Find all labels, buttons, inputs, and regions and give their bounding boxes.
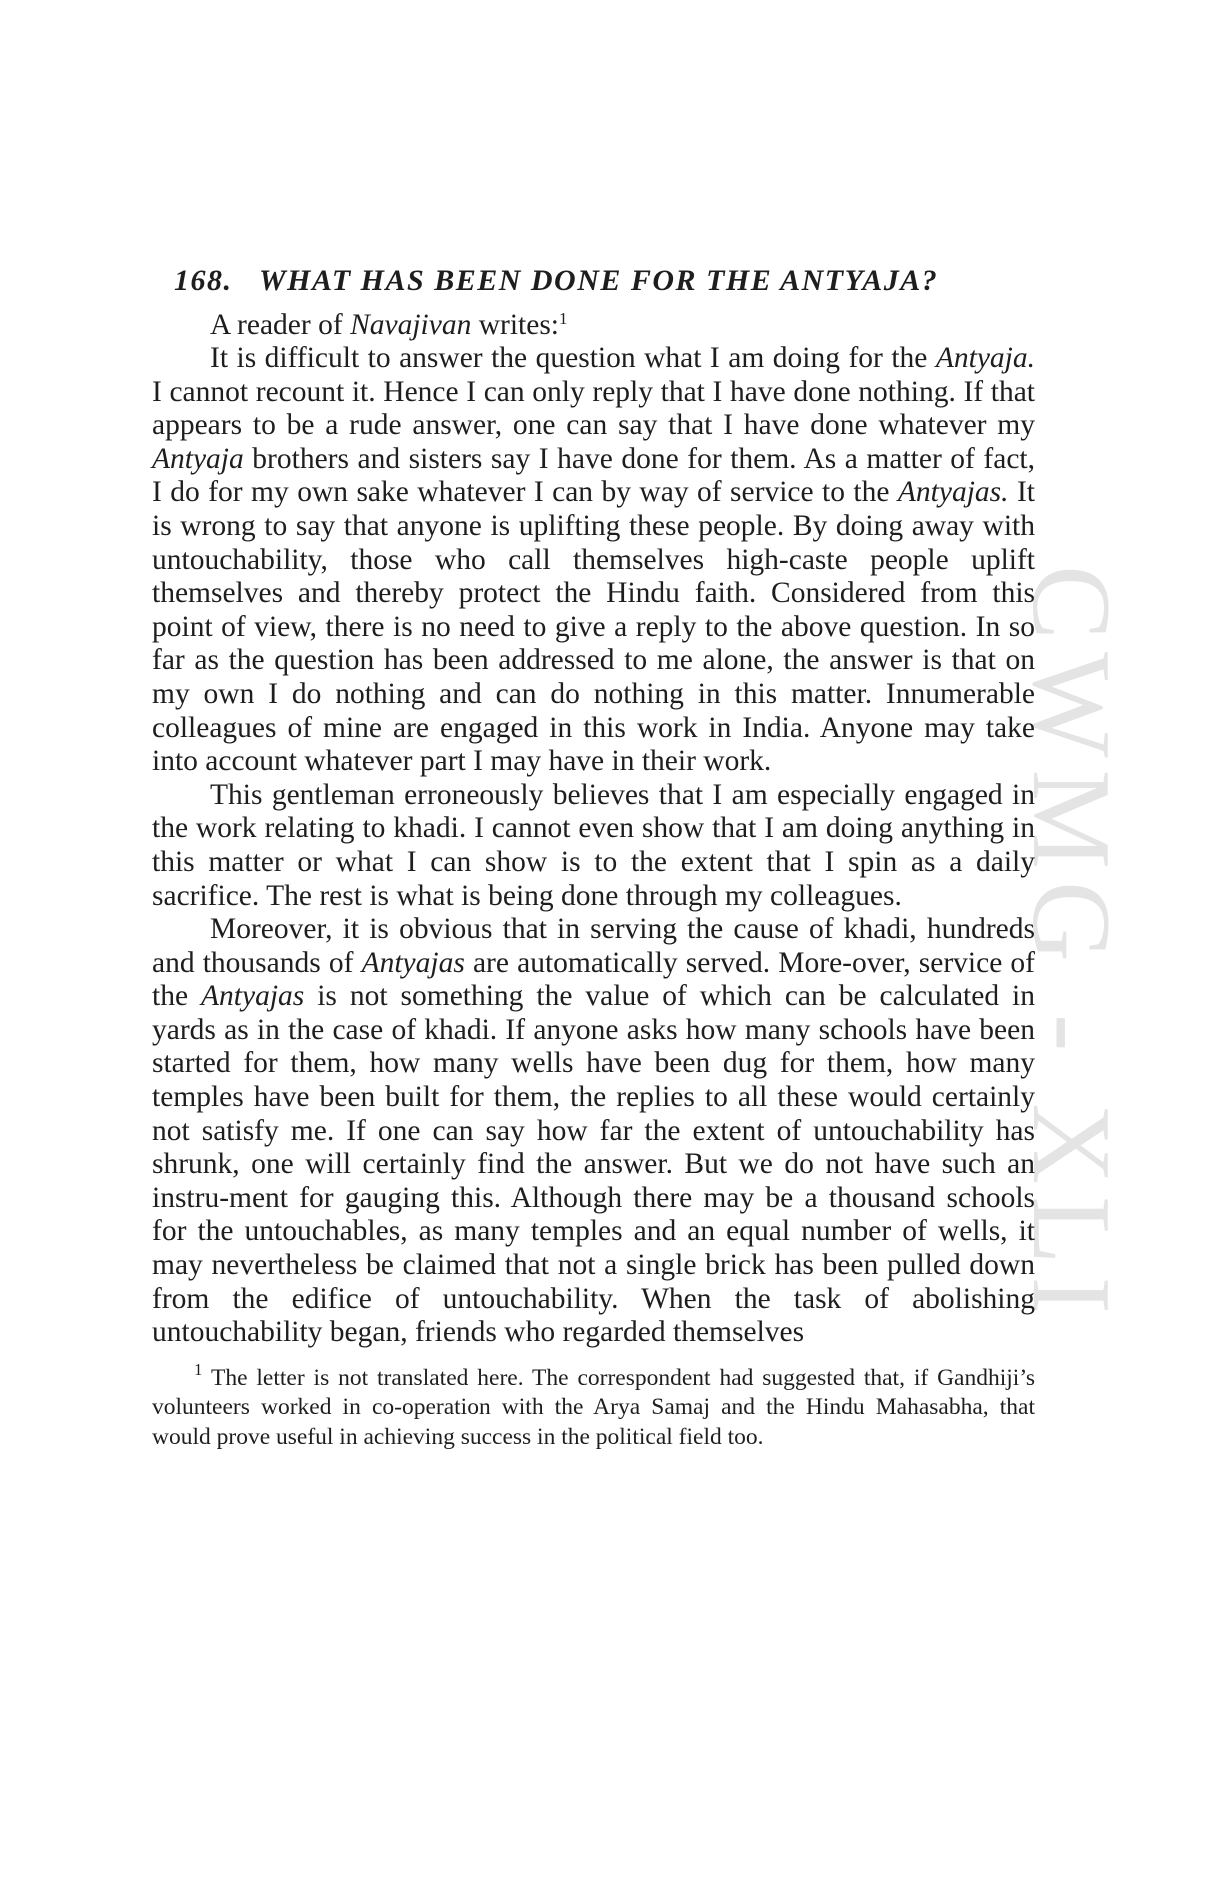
document-page <box>152 262 1035 1476</box>
italic-term: Antyaja <box>152 442 244 475</box>
text-run: This gentleman erroneously believes that I am especially engaged in the work relating to khadi. I cannot even show that I am doing anything in this matter or what I can show is to the extent that I spin as a daily sacrifice. The rest is what is being done through my colleagues. <box>152 778 1035 912</box>
publication-name: Navajivan <box>350 309 472 341</box>
text-run: I cannot recount it. Hence I can only reply that I have done nothing. If that appears to be a rude answer, one can say that I have done whatever my <box>152 375 1035 442</box>
intro-line <box>210 308 1035 342</box>
intro-post: writes: <box>471 309 559 341</box>
intro-pre: A reader of <box>210 309 351 341</box>
article-title-text: WHAT HAS BEEN DONE FOR THE ANTYAJA? <box>258 264 939 297</box>
article-title <box>174 262 1035 300</box>
italic-term: Antyaja. <box>935 342 1035 374</box>
paragraph <box>152 913 1035 1350</box>
article-number: 168. <box>174 264 233 297</box>
paragraph <box>152 342 1035 779</box>
watermark-text: CWMG - XLI <box>1008 564 1133 1326</box>
letter-body <box>152 342 1035 1350</box>
text-run: are automatically served. More-over, service of the <box>152 946 1035 1013</box>
footnote <box>152 1359 1035 1453</box>
text-run: is not something the value of which can be calculated in yards as in the case of khadi. If anyone asks how many schools have been started for them, how many wells have been dug for them, how many temples have been built for them, the replies to all these would certainly not satisfy me. If one can say how far the extent of untouchability has shrunk, one will certainly find the answer. But we do not have such an instru-ment for gauging this. Although there may be a thousand schools for the untouchables, as many temples and an equal number of wells, it may nevertheless be claimed that not a single brick has been pulled down from the edifice of untouchability. When the task of abolishing untouchability began, friends who regarded themselves <box>152 980 1036 1349</box>
footnote-marker: 1 <box>194 1359 203 1379</box>
paragraph <box>152 779 1035 913</box>
text-run: brothers and sisters say I have done for them. As a matter of fact, I do for my own sake whatever I can by way of service to the <box>152 442 1035 509</box>
italic-term: Antyajas <box>361 946 465 979</box>
italic-term: Antyajas <box>201 980 305 1013</box>
text-run: It is difficult to answer the question what I am doing for the <box>210 342 936 374</box>
italic-term: Antyajas. <box>897 476 1009 509</box>
text-run: It is wrong to say that anyone is uplifting these people. By doing away with untouchability, those who call themselves high-caste people uplift themselves and thereby protect the Hindu faith. Considered from this point of view, there is no need to give a reply to the above question. In so far as the question has been addressed to me alone, the answer is that on my own I do nothing and can do nothing in this matter. Innumerable colleagues of mine are engaged in this work in India. Anyone may take into account whatever part I may have in their work. <box>152 476 1035 778</box>
footnote-ref[interactable]: 1 <box>559 309 568 328</box>
footnote-text: The letter is not translated here. The correspondent had suggested that, if Gandhiji’s volunteers worked in co-operation with the Arya Samaj and the Hindu Mahasabha, that would prove useful in achieving success in the political field too. <box>152 1364 1035 1450</box>
text-run: Moreover, it is obvious that in serving the cause of khadi, hundreds and thousands of <box>152 913 1035 979</box>
